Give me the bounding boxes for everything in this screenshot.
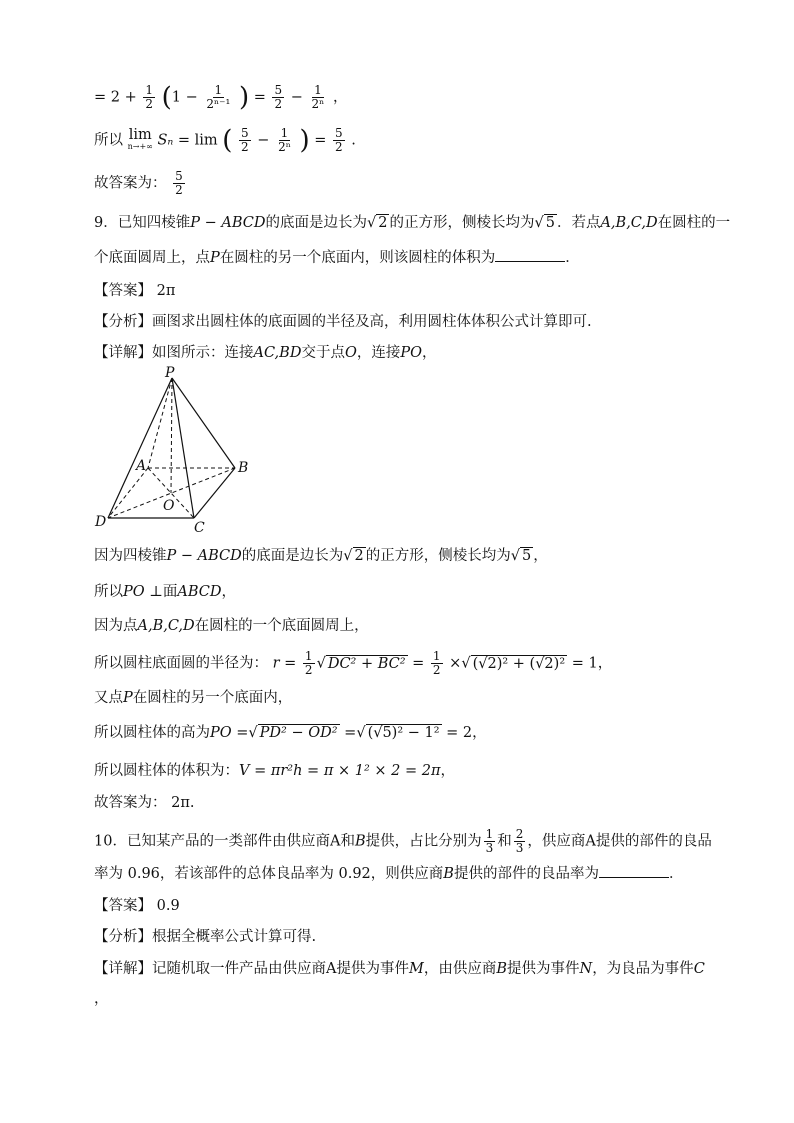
step-2: 所以PO ⊥面ABCD， xyxy=(94,584,237,600)
answer-10: 【答案】 0.9 xyxy=(94,898,180,914)
limit: lim n→+∞ xyxy=(127,126,153,151)
segment-po xyxy=(171,378,172,493)
edge-cb xyxy=(194,468,235,518)
step-4: 所以圆柱底面圆的半径为： r = $\frac{1}{2}$ √ DC² + BC² = $\frac{1}{2}$ ×√ (√2)² + (√2)² = 1， xyxy=(94,649,613,677)
analysis-9: 【分析】画图求出圆柱体的底面圆的半径及高，利用圆柱体体积公式计算即可. xyxy=(94,314,592,330)
step-1: 因为四棱锥P − ABCD的底面是边长为√ 2 的正方形，侧棱长均为√ 5 ， xyxy=(94,548,548,564)
label-c: C xyxy=(194,520,205,536)
fraction: $\frac{1}{\text{2ⁿ}}$ xyxy=(311,83,325,111)
question-9-line-1: 9．已知四棱锥P − ABCD的底面是边长为√ 2 的正方形，侧棱长均为√ 5 ．若点A,B,C,D在圆柱的一 xyxy=(94,215,731,231)
label-b: B xyxy=(238,460,249,476)
question-9-line-2: 个底面圆周上，点P在圆柱的另一个底面内，则该圆柱的体积为 ． xyxy=(94,247,734,269)
question-10-line-2: 率为 0.96，若该部件的总体良品率为 0.92，则供应商B提供的部件的良品率为 ． xyxy=(94,863,734,885)
fraction: $\frac{1}{\text{2ⁿ⁻¹}}$ xyxy=(206,83,231,111)
step-7: 所以圆柱体的体积为：V = πr²h = π × 1² × 2 = 2π， xyxy=(94,763,455,779)
label-o: O xyxy=(163,498,175,514)
answer-blank xyxy=(599,863,669,878)
analysis-10: 【分析】根据全概率公式计算可得. xyxy=(94,929,317,945)
answer-line: 故答案为： $\frac{5}{2}$ xyxy=(94,169,183,197)
text: = 2 + xyxy=(94,89,137,106)
detail-10-line-2: ， xyxy=(94,991,109,1007)
edge-pb xyxy=(172,378,235,468)
equation-line-1: = 2 + $\frac{1}{2}$ (1 − $\frac{1}{\text{2ⁿ⁻¹}}$ ) = $\frac{5}{2}$ − $\frac{1}{\text{2ⁿ}}$ ， xyxy=(94,82,348,113)
label-d: D xyxy=(95,514,107,530)
detail-10: 【详解】记随机取一件产品由供应商A提供为事件M，由供应商B提供为事件N，为良品为事件C xyxy=(94,961,705,977)
detail-9: 【详解】如图所示：连接AC,BD交于点O，连接PO， xyxy=(94,345,437,361)
label-p: P xyxy=(165,365,175,381)
step-5: 又点P在圆柱的另一个底面内， xyxy=(94,690,293,706)
step-8: 故答案为： 2π. xyxy=(94,795,195,811)
edge-pc xyxy=(172,378,194,518)
equation-line-2: 所以 lim n→+∞ Sₙ = lim ( $\frac{5}{2}$ − $\frac{1}{\text{2ⁿ}}$ ) = $\frac{5}{2}$ . xyxy=(94,125,356,156)
answer-blank xyxy=(495,247,565,262)
question-10-line-1: 10．已知某产品的一类部件由供应商A和B提供，占比分别为 $\frac{1}{3}$ 和 $\frac{2}{3}$ ，供应商A提供的部件的良品 xyxy=(94,827,712,855)
pyramid-diagram xyxy=(90,364,260,536)
fraction: $\frac{1}{2}$ xyxy=(145,83,153,111)
step-6: 所以圆柱体的高为PO =√ PD² − OD² =√ (√5)² − 1² = 2， xyxy=(94,725,487,741)
step-3: 因为点A,B,C,D在圆柱的一个底面圆周上， xyxy=(94,618,369,634)
label-a: A xyxy=(136,458,147,474)
fraction: $\frac{5}{2}$ xyxy=(274,83,283,111)
answer-9: 【答案】 2π xyxy=(94,283,176,299)
